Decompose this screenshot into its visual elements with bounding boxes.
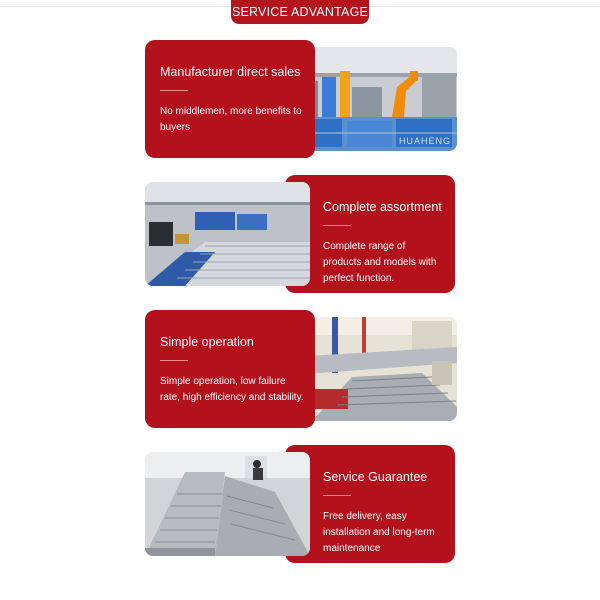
advantage-card-direct-sales [145,40,455,158]
advantage-card-assortment [145,175,455,293]
section-title: SERVICE ADVANTAGE [231,5,369,19]
warehouse-conveyor-photo [145,182,310,286]
card-text-panel [285,445,455,563]
title-underline [160,90,188,91]
card-description: Free delivery, easy installation and long-term maintenance [323,511,435,554]
card-description: Complete range of products and models with perfect function. [323,241,437,284]
title-underline [323,495,351,496]
card-text-panel [145,40,315,158]
advantage-card-service-guarantee [145,445,455,563]
factory-robot-photo [292,47,457,151]
card-title: Service Guarantee [323,470,428,484]
title-underline [160,360,188,361]
section-header [231,0,369,24]
card-title: Simple operation [160,335,254,349]
card-text-panel [285,175,455,293]
card-title: Manufacturer direct sales [160,65,301,79]
roller-line-photo [292,317,457,421]
advantage-card-operation [145,310,455,428]
image-watermark: HUAHENG [398,136,451,146]
card-title: Complete assortment [323,200,442,214]
conveyor-rollers-photo [145,452,310,556]
card-description: Simple operation, low failure rate, high efficiency and stability. [160,376,304,403]
title-underline [323,225,351,226]
card-description: No middlemen, more benefits to buyers [160,106,302,133]
card-text-panel [145,310,315,428]
